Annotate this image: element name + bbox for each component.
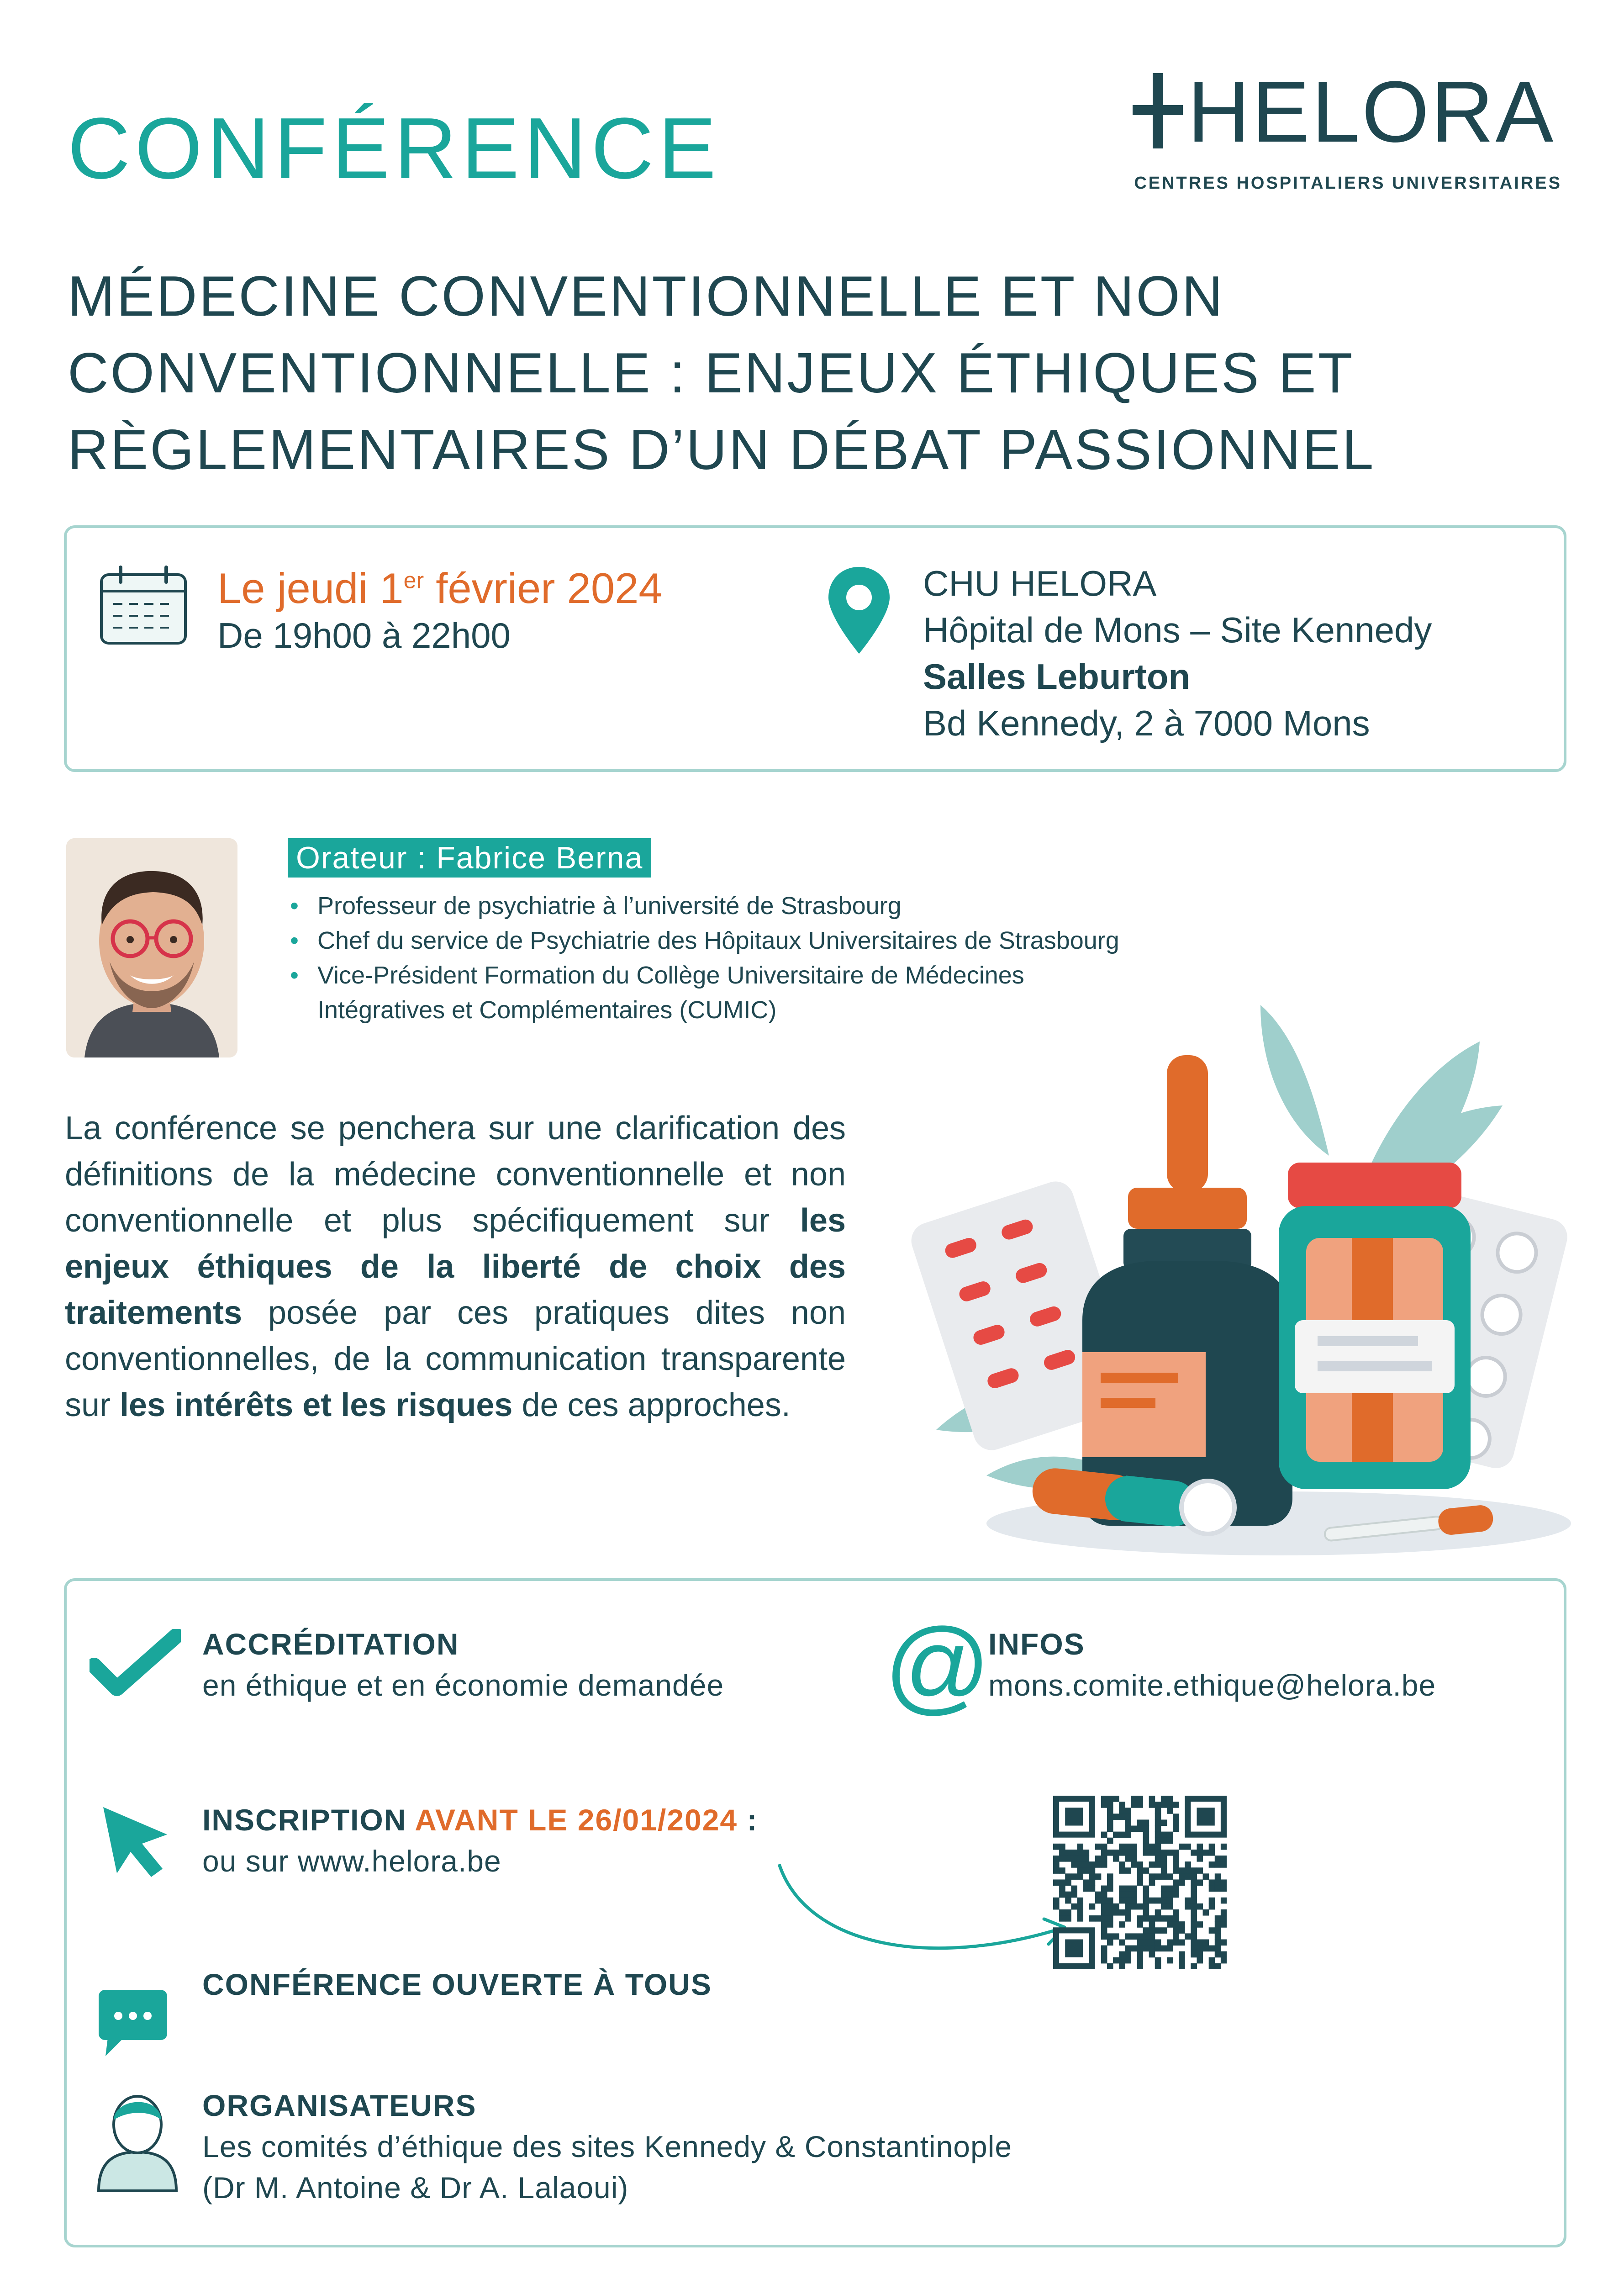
title-line-2: CONVENTIONNELLE : ENJEUX ÉTHIQUES ET <box>68 342 1355 405</box>
organisers-line-2: (Dr M. Antoine & Dr A. Lalaoui) <box>202 2171 629 2205</box>
open-to-all-label: CONFÉRENCE OUVERTE À TOUS <box>202 1967 712 2001</box>
accreditation-text: en éthique et en économie demandée <box>202 1668 724 1702</box>
chat-bubble-icon <box>92 1983 174 2065</box>
conference-title <box>68 258 1575 488</box>
venue-address: Bd Kennedy, 2 à 7000 Mons <box>923 703 1370 743</box>
organisers-line-1: Les comités d’éthique des sites Kennedy & Constantinople <box>202 2130 1012 2163</box>
speaker-name-tag: Orateur : Fabrice Berna <box>288 838 651 878</box>
calendar-icon <box>98 565 189 647</box>
venue-block <box>923 560 1432 746</box>
conference-description: La conférence se penchera sur une clarification des définitions de la médecine conventionnelle et non conventionnelle et plus spécifiquement sur les enjeux éthiques de la liberté de choix des traitements posée par ces pratiques dites non conventionnelles, de la communication transparente sur les intérêts et les risques de ces approches. <box>65 1110 846 1423</box>
practical-info-box <box>64 1578 1566 2247</box>
venue-site: Hôpital de Mons – Site Kennedy <box>923 610 1432 650</box>
venue-name: CHU HELORA <box>923 563 1157 603</box>
curved-arrow-icon <box>770 1855 1090 1974</box>
venue-room: Salles Leburton <box>923 656 1191 697</box>
conference-label: CONFÉRENCE <box>68 100 721 197</box>
title-line-1: MÉDECINE CONVENTIONNELLE ET NON <box>68 265 1225 328</box>
inscription-title: INSCRIPTION AVANT LE 26/01/2024 : <box>202 1803 758 1837</box>
helora-logo <box>1133 63 1562 196</box>
event-date: Le jeudi 1er février 2024 <box>217 564 663 612</box>
event-info-box <box>64 525 1566 772</box>
checkmark-icon <box>90 1629 181 1697</box>
medicine-illustration <box>868 959 1580 1571</box>
speaker-bio-item-continued: Intégratives et Complémentaires (CUMIC) <box>317 996 777 1024</box>
map-pin-icon <box>825 565 893 656</box>
speaker-bio-item: • Chef du service de Psychiatrie des Hôpitaux Universitaires de Strasbourg <box>290 927 1119 954</box>
speaker-bio-item: • Vice-Président Formation du Collège Universitaire de Médecines <box>290 962 1024 989</box>
at-sign-icon: @ <box>884 1607 991 1724</box>
logo-subtitle: CENTRES HOSPITALIERS UNIVERSITAIRES <box>1134 174 1562 193</box>
organisers-title: ORGANISATEURS <box>202 2088 477 2122</box>
qr-code[interactable] <box>1053 1796 1227 1969</box>
cursor-arrow-icon <box>99 1803 176 1880</box>
infos-email-link[interactable]: mons.comite.ethique@helora.be <box>988 1668 1436 1702</box>
inscription-website-link[interactable]: ou sur www.helora.be <box>202 1844 501 1878</box>
event-time: De 19h00 à 22h00 <box>217 615 511 656</box>
title-line-3: RÈGLEMENTAIRES D’UN DÉBAT PASSIONNEL <box>68 418 1376 481</box>
logo-text: HELORA <box>1187 63 1555 160</box>
speaker-photo <box>66 838 237 1057</box>
accreditation-title: ACCRÉDITATION <box>202 1627 459 1661</box>
infos-title: INFOS <box>988 1627 1085 1661</box>
logo-cross-vertical <box>1153 73 1163 148</box>
speaker-bio-item: • Professeur de psychiatrie à l’université de Strasbourg <box>290 892 902 920</box>
person-icon <box>92 2088 183 2193</box>
